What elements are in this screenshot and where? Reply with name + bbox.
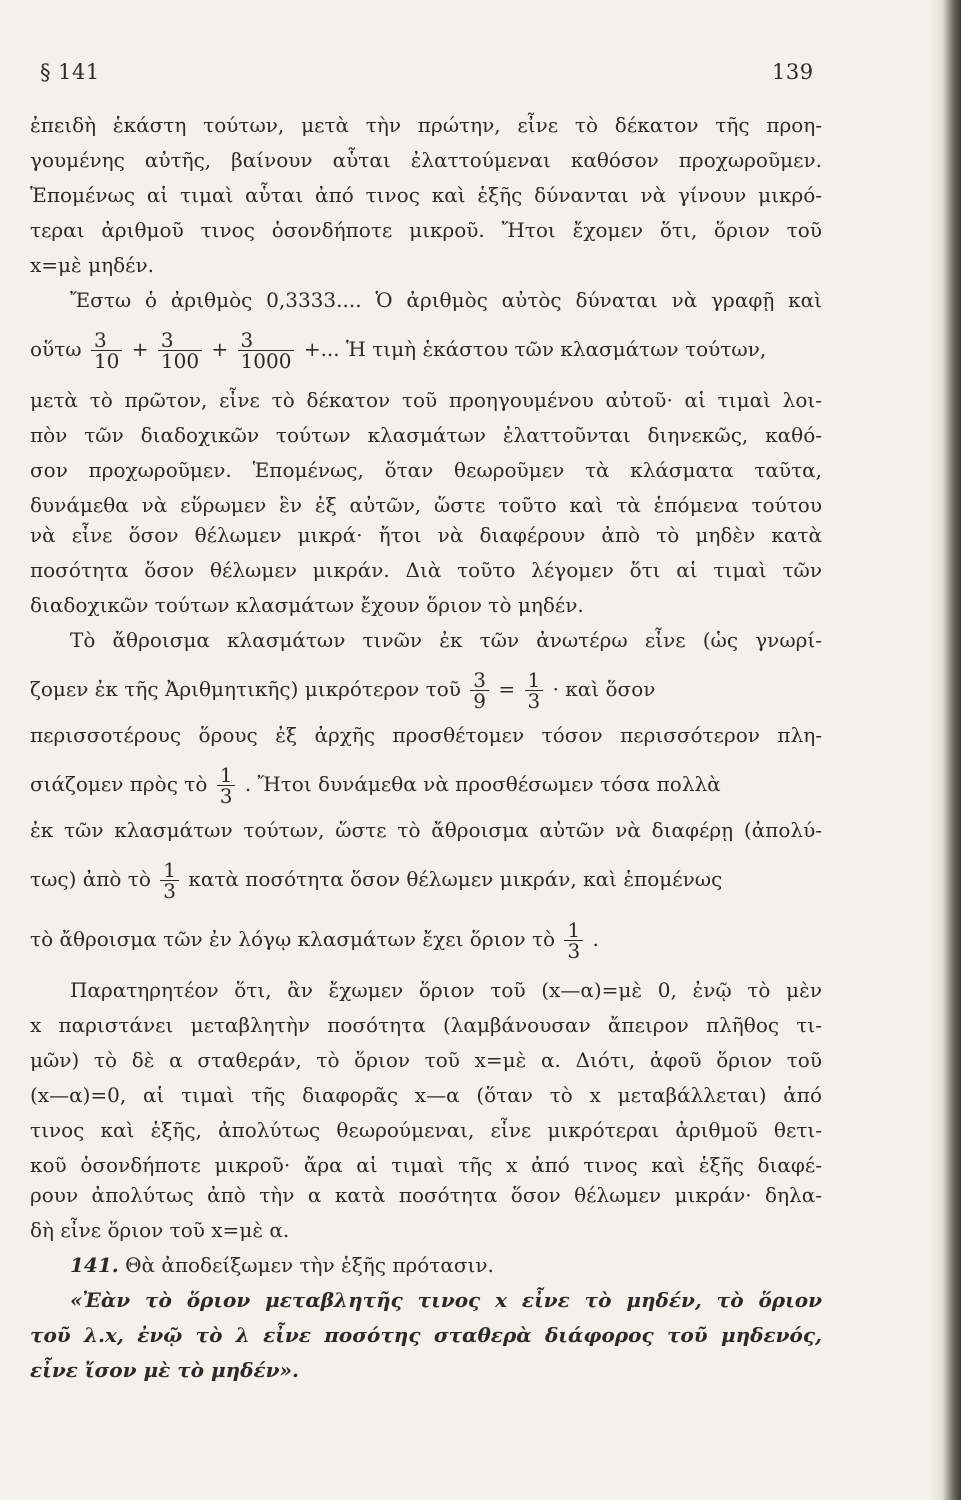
numerator: 3 (470, 670, 489, 691)
numerator: 3 (91, 330, 122, 351)
numerator: 1 (217, 765, 236, 786)
text-line: Ἔστω ὁ ἀριθμὸς 0,3333.... Ὁ ἀριθμὸς αὐτὸς δύναται νὰ γραφῇ καὶ (70, 288, 822, 312)
text-line: Ἑπομένως αἱ τιμαὶ αὗται ἀπό τινος καὶ ἑξῆς δύνανται νὰ γίνουν μικρό- (30, 183, 822, 207)
text-line: διαδοχικῶν τούτων κλασμάτων ἔχουν ὅριον τὸ μηδέν. (30, 593, 584, 617)
proposition-line: τοῦ λ.x, ἐνῷ τὸ λ εἶνε ποσότης σταθερὰ διάφορος τοῦ μηδενός, (30, 1323, 822, 1347)
section-number: 141. (70, 1253, 119, 1277)
text-fragment: οὕτω (30, 337, 82, 361)
text-fragment: +... Ἡ τιμὴ ἑκάστου τῶν κλασμάτων τούτων, (303, 337, 767, 361)
text-fragment: ζομεν ἐκ τῆς Ἀριθμητικῆς) μικρότερον τοῦ (30, 677, 461, 701)
denominator: 10 (93, 349, 120, 373)
formula-line (30, 915, 822, 963)
fraction (564, 920, 583, 961)
text-line: x=μὲ μηδέν. (30, 253, 155, 277)
proposition-line: εἶνε ἴσον μὲ τὸ μηδέν». (30, 1358, 299, 1382)
numerator: 1 (160, 860, 179, 881)
plus-sign: + (131, 337, 149, 361)
formula-line (30, 325, 822, 373)
denominator: 3 (567, 939, 581, 963)
text-line: Τὸ ἄθροισμα κλασμάτων τινῶν ἐκ τῶν ἀνωτέρω εἶνε (ὡς γνωρί- (70, 628, 822, 652)
numerator: 3 (158, 330, 202, 351)
denominator: 3 (163, 879, 176, 903)
formula-line (30, 760, 822, 808)
denominator: 3 (527, 689, 541, 713)
fraction (470, 670, 489, 711)
text-line: x παριστάνει μεταβλητὴν ποσότητα (λαμβάνουσαν ἄπειρον πλῆθος τι- (30, 1013, 822, 1037)
denominator: 100 (160, 349, 200, 373)
numerator: 1 (525, 670, 544, 691)
page-edge-shadow (930, 0, 961, 1500)
text-fragment: · καὶ ὅσον (552, 677, 656, 701)
fraction (91, 330, 122, 371)
text-line: ρουν ἀπολύτως ἀπὸ τὴν α κατὰ ποσότητα ὅσον θέλωμεν μικράν· δηλα- (30, 1183, 822, 1207)
formula-line (30, 855, 822, 903)
text-fragment: σιάζομεν πρὸς τὸ (30, 772, 208, 796)
text-line: τεραι ἀριθμοῦ τινος ὁσονδήποτε μικροῦ. Ἤτοι ἔχομεν ὅτι, ὅριον τοῦ (30, 218, 822, 242)
equals-sign: = (498, 677, 516, 701)
text-line: πὸν τῶν διαδοχικῶν τούτων κλασμάτων ἐλαττοῦνται διηνεκῶς, καθό- (30, 423, 822, 447)
text-line: ποσότητα ὅσον θέλωμεν μικράν. Διὰ τοῦτο λέγομεν ὅτι αἱ τιμαὶ τῶν (30, 558, 822, 582)
text-fragment: τως) ἀπὸ τὸ (30, 867, 151, 891)
text-line: δυνάμεθα νὰ εὕρωμεν ἓν ἐξ αὐτῶν, ὥστε τοῦτο καὶ τὰ ἑπόμενα τούτου (30, 493, 822, 517)
text-line: γουμένης αὐτῆς, βαίνουν αὗται ἐλαττούμεναι καθόσον προχωροῦμεν. (30, 148, 822, 172)
denominator: 3 (219, 784, 233, 808)
denominator: 1000 (240, 349, 292, 373)
text-line: σον προχωροῦμεν. Ἑπομένως, ὅταν θεωροῦμεν τὰ κλάσματα ταῦτα, (30, 458, 822, 482)
text-fragment: Θὰ ἀποδείξωμεν τὴν ἑξῆς πρότασιν. (125, 1253, 494, 1277)
denominator: 9 (473, 689, 487, 713)
fraction (160, 860, 179, 901)
text-line: μετὰ τὸ πρῶτον, εἶνε τὸ δέκατον τοῦ προηγουμένου αὐτοῦ· αἱ τιμαὶ λοι- (30, 388, 822, 412)
page-number: 139 (772, 60, 814, 84)
text-fragment: τὸ ἄθροισμα τῶν ἐν λόγῳ κλασμάτων ἔχει ὅριον τὸ (30, 927, 556, 951)
fraction (217, 765, 236, 806)
text-line: Παρατηρητέον ὅτι, ἂν ἔχωμεν ὅριον τοῦ (x—α)=μὲ 0, ἐνῷ τὸ μὲν (70, 978, 822, 1002)
text-line: νὰ εἶνε ὅσον θέλωμεν μικρά· ἤτοι νὰ διαφέρουν ἀπὸ τὸ μηδὲν κατὰ (30, 523, 822, 547)
fraction (238, 330, 295, 371)
text-line: κοῦ ὁσονδήποτε μικροῦ· ἄρα αἱ τιμαὶ τῆς x ἀπό τινος καὶ ἑξῆς διαφέ- (30, 1153, 822, 1177)
text-line: περισσοτέρους ὅρους ἐξ ἀρχῆς προσθέτομεν τόσον περισσότερον πλη- (30, 723, 822, 747)
text-fragment: . (592, 927, 599, 951)
text-fragment: κατὰ ποσότητα ὅσον θέλωμεν μικράν, καὶ ἑπομένως (188, 867, 723, 891)
text-line: (x—α)=0, αἱ τιμαὶ τῆς διαφορᾶς x—α (ὅταν τὸ x μεταβάλλεται) ἀπό (30, 1083, 822, 1107)
fraction (158, 330, 202, 371)
text-line: ἐκ τῶν κλασμάτων τούτων, ὥστε τὸ ἄθροισμα αὐτῶν νὰ διαφέρῃ (ἀπολύ- (30, 818, 822, 842)
text-line: τινος καὶ ἑξῆς, ἀπολύτως θεωρούμεναι, εἶνε μικρότεραι ἀριθμοῦ θετι- (30, 1118, 822, 1142)
numerator: 1 (564, 920, 583, 941)
fraction (525, 670, 544, 711)
plus-sign: + (211, 337, 229, 361)
proposition-intro (30, 1250, 822, 1280)
text-line: δὴ εἶνε ὅριον τοῦ x=μὲ α. (30, 1218, 290, 1242)
section-header: § 141 (40, 60, 100, 84)
text-line: ἐπειδὴ ἑκάστη τούτων, μετὰ τὴν πρώτην, εἶνε τὸ δέκατον τῆς προη- (30, 113, 822, 137)
text-line: μῶν) τὸ δὲ α σταθεράν, τὸ ὅριον τοῦ x=μὲ α. Διότι, ἀφοῦ ὅριον τοῦ (30, 1048, 822, 1072)
proposition-line: «Ἐὰν τὸ ὅριον μεταβλητῆς τινος x εἶνε τὸ μηδέν, τὸ ὅριον (70, 1288, 822, 1312)
text-fragment: . Ἤτοι δυνάμεθα νὰ προσθέσωμεν τόσα πολλὰ (244, 772, 721, 796)
formula-line (30, 665, 822, 713)
numerator: 3 (238, 330, 295, 351)
